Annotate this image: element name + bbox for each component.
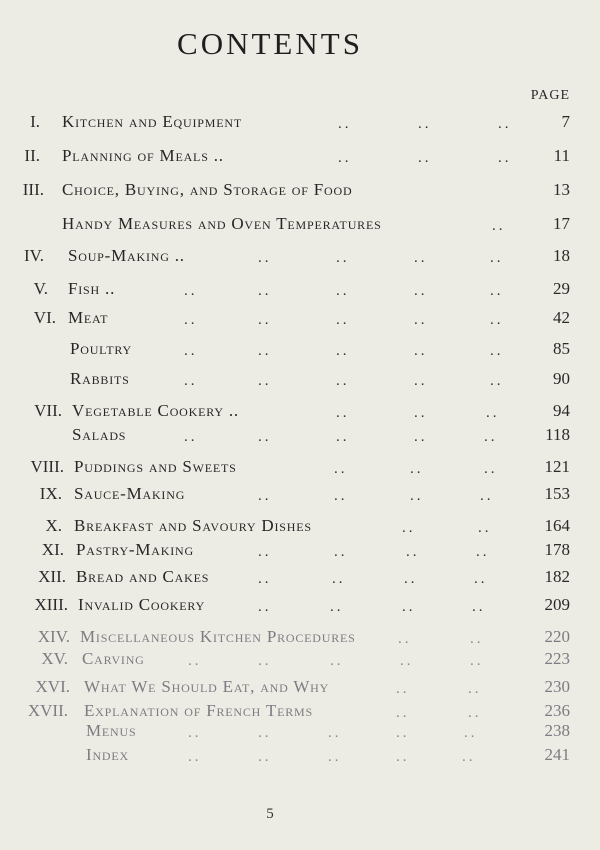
chapter-number: VII. [34, 401, 62, 420]
chapter-title: Bread and Cakes [76, 567, 210, 586]
chapter-title: Choice, Buying, and Storage of Food [62, 180, 353, 199]
contents-entry [0, 369, 600, 393]
page-number: 164 [544, 516, 570, 535]
contents-entry [0, 146, 600, 170]
chapter-title: Invalid Cookery [78, 595, 206, 614]
page-number: 238 [544, 721, 570, 740]
contents-entry [0, 721, 600, 745]
chapter-title: Pastry-Making [76, 540, 194, 559]
leader-dots: .. .. [396, 681, 482, 697]
chapter-number: IX. [39, 484, 62, 503]
contents-entry [0, 516, 600, 540]
page-number: 182 [544, 567, 570, 586]
chapter-title: What We Should Eat, and Why [84, 677, 330, 696]
leader-dots: .. .. .. .. [258, 599, 486, 615]
chapter-title: Soup-Making .. [68, 246, 185, 265]
page-number: 241 [544, 745, 570, 764]
chapter-number: XI. [41, 540, 64, 559]
contents-entry [0, 627, 600, 651]
contents-entry [0, 308, 600, 332]
leader-dots: .. .. .. .. [258, 544, 490, 560]
chapter-title: Menus [86, 721, 137, 740]
chapter-title: Fish .. [68, 279, 116, 298]
contents-entry [0, 214, 600, 238]
contents-entry [0, 339, 600, 363]
chapter-title: Carving [82, 649, 145, 668]
contents-entry [0, 457, 600, 481]
leader-dots: .. .. .. .. .. [188, 725, 478, 741]
chapter-number: XIV. [37, 627, 70, 646]
leader-dots: .. .. .. .. .. [188, 653, 484, 669]
contents-entry [0, 745, 600, 769]
page-number: 42 [553, 308, 570, 327]
leader-dots: .. .. [396, 705, 482, 721]
leader-dots: .. .. .. .. .. [188, 749, 476, 765]
leader-dots: .. .. .. [338, 116, 512, 132]
chapter-title: Vegetable Cookery .. [72, 401, 239, 420]
leader-dots: .. .. .. .. .. [184, 343, 504, 359]
leader-dots: .. .. .. [334, 461, 498, 477]
chapter-number: V. [33, 279, 48, 298]
page-number: 85 [553, 339, 570, 358]
contents-entry [0, 180, 600, 204]
chapter-title: Sauce-Making [74, 484, 186, 503]
footer-page-number: 5 [266, 806, 274, 822]
chapter-number: VI. [33, 308, 56, 327]
page-number: 18 [553, 246, 570, 265]
contents-entry [0, 246, 600, 270]
chapter-number: XIII. [34, 595, 68, 614]
chapter-number: III. [22, 180, 44, 199]
page-number: 236 [544, 701, 570, 720]
page-number: 94 [553, 401, 570, 420]
page-column-label: PAGE [530, 88, 570, 103]
page-number: 178 [544, 540, 570, 559]
contents-entry [0, 567, 600, 591]
chapter-title: Miscellaneous Kitchen Procedures [80, 627, 356, 646]
contents-entry [0, 112, 600, 136]
leader-dots: .. .. .. .. .. [184, 283, 504, 299]
leader-dots: .. .. .. .. .. [184, 373, 504, 389]
page-number: 90 [553, 369, 570, 388]
chapter-title: Poultry [70, 339, 132, 358]
leader-dots: .. .. .. .. [258, 250, 504, 266]
chapter-title: Handy Measures and Oven Temperatures [62, 214, 382, 233]
chapter-title: Explanation of French Terms [84, 701, 313, 720]
contents-entry [0, 401, 600, 425]
contents-entry [0, 540, 600, 564]
page-number: 17 [553, 214, 570, 233]
leader-dots: .. [492, 218, 506, 234]
page-number: 11 [553, 146, 570, 165]
chapter-title: Breakfast and Savoury Dishes [74, 516, 312, 535]
leader-dots: .. .. .. .. [258, 571, 488, 587]
chapter-title: Rabbits [70, 369, 130, 388]
contents-entry [0, 649, 600, 673]
chapter-title: Planning of Meals .. [62, 146, 224, 165]
chapter-number: II. [24, 146, 40, 165]
page-number: 209 [544, 595, 570, 614]
page-number: 223 [544, 649, 570, 668]
leader-dots: .. .. .. .. .. [184, 312, 504, 328]
leader-dots: .. .. [402, 520, 492, 536]
chapter-number: XII. [38, 567, 66, 586]
leader-dots: .. .. .. .. .. [184, 429, 498, 445]
contents-entry [0, 279, 600, 303]
chapter-number: XVI. [35, 677, 70, 696]
contents-heading: CONTENTS [177, 26, 363, 61]
page-number: 29 [553, 279, 570, 298]
page-number: 153 [544, 484, 570, 503]
page-number: 230 [544, 677, 570, 696]
chapter-title: Puddings and Sweets [74, 457, 237, 476]
contents-entry [0, 595, 600, 619]
leader-dots [0, 184, 600, 204]
page-number: 118 [545, 425, 570, 444]
chapter-number: VIII. [30, 457, 64, 476]
chapter-title: Salads [72, 425, 127, 444]
chapter-number: IV. [24, 246, 44, 265]
contents-entry [0, 677, 600, 701]
leader-dots: .. .. .. [336, 405, 500, 421]
page-number: 220 [544, 627, 570, 646]
page-number: 121 [544, 457, 570, 476]
contents-entry [0, 484, 600, 508]
contents-entry [0, 425, 600, 449]
chapter-title: Kitchen and Equipment [62, 112, 242, 131]
page-number: 13 [553, 180, 570, 199]
chapter-title: Meat [68, 308, 109, 327]
leader-dots: .. .. .. [338, 150, 512, 166]
leader-dots: .. .. [398, 631, 484, 647]
chapter-number: XVII. [27, 701, 68, 720]
chapter-number: XV. [41, 649, 68, 668]
chapter-title: Index [86, 745, 129, 764]
leader-dots: .. .. .. .. [258, 488, 494, 504]
chapter-number: X. [45, 516, 62, 535]
chapter-number: I. [30, 112, 40, 131]
page-number: 7 [561, 112, 570, 131]
